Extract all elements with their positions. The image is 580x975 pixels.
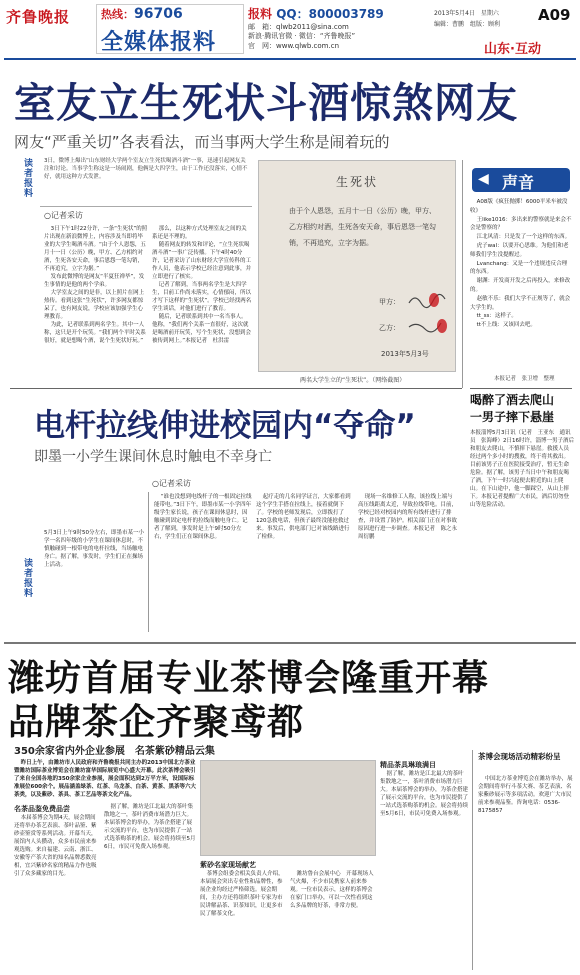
weibo-value: “齐鲁晚报”: [319, 32, 356, 41]
issue-date: 2013年5月4日 星期六: [434, 10, 499, 17]
story1-paragraph: 大学室友之间的是非，以上照片在网上热传。看到这张“生死状”，许多网友都惊呆了，也有网友说，学校应该加强学生心理教育。: [44, 289, 145, 320]
qq-label: QQ：: [276, 7, 309, 21]
story3-lead-bold: 昨日上午，由潍坊市人民政府和齐鲁晚报共同主办的2013中国北方茶业暨潍坊国际茶业博览会在潍坊富华国际展览中心盛大开幕。此次茶博会吸引了来自全国各地的350余家企业参展，展会面积达到2万平方米，设国际标准展位600余个。展品涵盖绿茶、红茶、乌龙茶、白茶、黄茶、黑茶等六大茶类，以及紫砂、茶具、茶工艺品等茶文化产品。: [14, 760, 196, 798]
story2-body-col2: 起疗走的几名同学证言，大家都看到这个学生手搭在拉线上，接着就倒下了。学校的老师发现后，立即拨打了120急救电话，但孩子最终没能抢救过来。事发后，供电部门已对该线路进行了检修。: [256, 494, 351, 540]
email-value: 箱：qlwb2011@sina.com: [262, 23, 349, 31]
story1-paragraph: 随后，记者联系到其中一名当事人。他称，“我们两个关系一直很好，这次就是喝酒前开玩笑，写个生死状，没想到会被传到网上。”本报记者 杜洪雷: [152, 313, 252, 344]
party-a-label: 甲方：: [379, 298, 400, 306]
story1-paragraph: 那么，以这种方式处理室友之间的关系还是不理的。: [152, 226, 247, 240]
voice-item: 虎子wal：以要开心思维。为他们和老师我们学生没提醒过。: [470, 242, 569, 258]
voice-item: tt_ss：这样子。: [476, 313, 517, 320]
party-b-label: 乙方：: [379, 324, 400, 332]
fingerprint-b: [437, 319, 447, 333]
voice-credit: 本报记者 张卫增 整理: [494, 376, 555, 382]
reporter-icon: ○: [152, 479, 159, 488]
contract-title: 生死状: [335, 175, 378, 189]
contract-date: 2013年5月3号: [381, 350, 429, 358]
speech-bubble-icon: ◀: [478, 171, 489, 187]
story3-sidebar-body: 中国北方茶业博览会在潍坊举办，展会期间将举行斗茶大赛、茶艺表演、名家紫砂展示等多项活动。欢迎广大市民前来参观品鉴。咨询电话：0536-8175857: [478, 776, 573, 814]
voice-item: 王like1016：多出来的警察就是来会不会是警察的？: [470, 216, 572, 232]
media-report-label: 全媒体报料: [101, 30, 217, 55]
report-label: 报料: [248, 7, 273, 21]
masthead-divider: [4, 58, 576, 60]
story3-body-col5: 据了解，潍坊是江北最大的茶叶集散地之一，茶叶消费市场潜力巨大。本届茶博会的举办，为茶企搭建了展示交流的平台，也为市民提供了一站式选茶购茶的机会。展会将持续至5月6日，市民可免费入场参观。: [380, 771, 469, 817]
story3-headline-line1: 潍坊首届专业茶博会隆重开幕: [8, 657, 490, 699]
qq-number: 800003789: [308, 7, 384, 21]
story3-subhead: 350余家省内外企业参展 名茶紫砂精品云集: [14, 746, 215, 757]
contact-box: [244, 4, 424, 54]
contract-body: 由于个人恩怨，五月十一日（公历）晚，甲方、乙方相约对酒，生死各安天命，事后恩怨一笔勾销，不再追究，立字为据。: [289, 207, 436, 248]
voice-item: tt不上线：又该回去吧。: [476, 322, 536, 329]
story3-body-col3: 茶博会组委会相关负责人介绍，本届展会突出专业性和品牌性，参展企业均经过严格筛选。展会期间，主办方还将组织茶叶专家为市民讲解品茶、识茶知识，让更多市民了解茶文化。: [200, 871, 284, 917]
story1-body-col2: [152, 226, 252, 384]
website-value: 网：www.qlwb.com.cn: [262, 41, 339, 50]
story2-reporter: ○记者采访: [152, 479, 191, 488]
newspaper-logo: 齐鲁晚报: [6, 8, 71, 26]
voice-item: 赵敏不乐：我们大学不正规等了，就会大学生的。: [470, 295, 571, 311]
photo-caption: 两名大学生立的“生死状”。（网络截图）: [300, 377, 406, 384]
story1-headline: 室友立生死状斗酒惊煞网友: [14, 79, 518, 127]
story2-subhead: 即墨一小学生课间休息时触电不幸身亡: [34, 449, 272, 465]
story3-body-col2: 据了解，潍坊是江北最大的茶叶集散地之一，茶叶消费市场潜力巨大。本届茶博会的举办，为茶企搭建了展示交流的平台，也为市民提供了一站式选茶购茶的机会。展会将持续至5月6日，市民可免费入场参观。: [104, 804, 196, 850]
email-label: 邮: [248, 23, 255, 31]
story3-sidebar-title: 茶博会现场活动精彩纷呈: [478, 752, 561, 761]
story3-bold-subhead3: 精品茶具琳琅满目: [380, 761, 436, 769]
voice-title: 声音: [502, 173, 535, 192]
editors-credit: 编辑：曹鹏 组版：顾利: [434, 21, 501, 28]
contract-photo: [258, 160, 456, 372]
voice-item: Lvanchang：又是一个违规违反合理的东西。: [470, 260, 568, 276]
voice-item: A08版《疯狂抛掷！6000平米车被没收》: [470, 199, 568, 214]
story2-body-col1: “谁也没想到电线杆子的一根固定拉线能带电。”3日下午，即墨市某一小学四年级学生家长说，孩子在课间休息时，因触碰到固定电杆的拉线而触电身亡。记者了解到，事发时是上午9时50分左右，学生们正在课间休息。: [154, 494, 252, 540]
story1-subhead: 网友“严重关切”各表看法，而当事两大学生称是闹着玩的: [14, 133, 390, 151]
story2-body-col3: 现场一名维修工人称，该拉线上端与高压线距离太近，导致拉线带电。目前，学校已经对校园内的所有线杆进行了排查，并设置了防护。相关部门正在对事故原因进行进一步调查。本报记者 陈之永 周衍鹏: [358, 494, 463, 540]
reporter-icon: ○: [44, 211, 51, 220]
brief-headline: 喝醉了酒去爬山 一男子摔下悬崖: [470, 393, 567, 424]
voice-item: 谢渊：开发商开发之后再投入，来修改的。: [470, 278, 571, 293]
hotline-box: [96, 4, 244, 54]
weibo-label: 新浪·腾讯官微 · 微信：: [248, 32, 320, 41]
brief-body: 本报淄博5月3日讯（记者 王亚东 通讯员 张海峰）2日16时许，淄博一男子酒后和朋友去爬山，不慎摔下悬崖。救援人员经过两个多小时的搜救，终于将其救出。目前该男子正在医院接受治疗，暂无生命危险。据了解，该男子当日中午和朋友喝了酒，下午一时兴起便去附近的山上爬山。在下山途中，他一脚踩空，从山上摔下。本报记者提醒广大市民，酒后切勿登山等危险活动。: [470, 430, 574, 508]
story2-headline: 电杆拉线伸进校园内“夺命”: [34, 408, 416, 444]
story1-paragraph: 记者了解到，当事两名学生是大四学生，目前工作尚未落实，心情郁闷，所以才写下这样的“生死状”。学校已经找两名学生谈话，对他们进行了教育。: [152, 281, 252, 312]
story1-paragraph: 发布此微博的是网友“半夏狂禅毕”，发生事情的是他的两个学弟。: [44, 273, 145, 288]
story3-bold-subhead1: 名茶品鉴免费品尝: [14, 805, 70, 813]
story2-side-tag: 读者报料: [24, 559, 34, 599]
story1-reporter: ○记者采访: [44, 211, 83, 220]
story3-body-col1: 本届茶博会为期4天，展会期间还将举办茶艺表演、茶叶品鉴、紫砂壶鉴赏等系列活动。开幕当天，展馆内人头攒动，众多市民前来参观选购。来自福建、云南、浙江、安徽等产茶大省的知名品牌悉数亮相，宜兴紫砂名家的精品力作也吸引了众多藏家的目光。: [14, 815, 97, 877]
story3-bold-subhead2: 紫砂名家现场献艺: [200, 861, 256, 869]
story3-photo: [200, 760, 376, 856]
voice-header: [472, 168, 570, 192]
hotline-number: 96706: [134, 6, 183, 22]
website-label: 官: [248, 41, 255, 50]
story2-lead: 5月3日上午9时50分左右，即墨市某一小学一名四年级的小学生在课间休息时，不慎触碰到一根带电的电杆拉线，当场触电身亡。据了解，事发时，学生们正在操场上活动。: [44, 530, 144, 568]
hotline-label: 热线：: [101, 8, 134, 21]
story3-headline-line2: 品牌茶企齐聚鸢都: [8, 701, 305, 743]
page-number: A09: [538, 6, 571, 24]
story3-body-col4: 潍坊鲁台会展中心 开幕现场人气火爆，不少市民携家人前来参观。一位市民表示，这样的茶博会在家门口举办，可以一次性看到这么多品牌的好茶，非常方便。: [290, 871, 374, 909]
story1-paragraph: 为此，记者联系到两名学生。其中一人称，这只是开个玩笑。“我们两个平时关系很好，就是想喝个酒，说个生死状好玩。”: [44, 321, 146, 344]
fingerprint-a: [429, 293, 439, 307]
signature-a: [407, 291, 447, 309]
story1-paragraph: 3日下午1时22分许，一条“生死状”的照片出现在新浪微博上，内容涉及当即将毕业的大学生喝酒斗酒。“由于个人恩怨，五月十一日（公历）晚，甲方、乙方相约对酒，生死各安天命，事后恩怨一笔勾销，不再追究，立字为据。”: [44, 226, 148, 272]
section-title: 山东·互动: [484, 42, 541, 57]
story1-lead: 3日，微博上爆出“山东财经大学两个室友立生死状喝酒斗酒”一事，迅速引起网友关注和讨论。当事学生称这是一场闹剧，他俩是大四学生，由于工作还没落实，心情不好，就用这种方式发泄。: [44, 158, 248, 180]
story1-paragraph: 随着网友的转发和评论，“立生死状喝酒斗酒”一事广泛传播。下午4时40分许，记者采访了山东财经大学宣传科的工作人员，他表示学校已经注意到此事，并立即进行了核实。: [152, 241, 252, 280]
story1-body-col1: [44, 226, 148, 384]
voice-items: [470, 198, 572, 364]
voice-item: 江北风清：只是发了一个这样的东西。: [476, 234, 571, 241]
story1-side-tag: 读者报料: [24, 159, 34, 199]
